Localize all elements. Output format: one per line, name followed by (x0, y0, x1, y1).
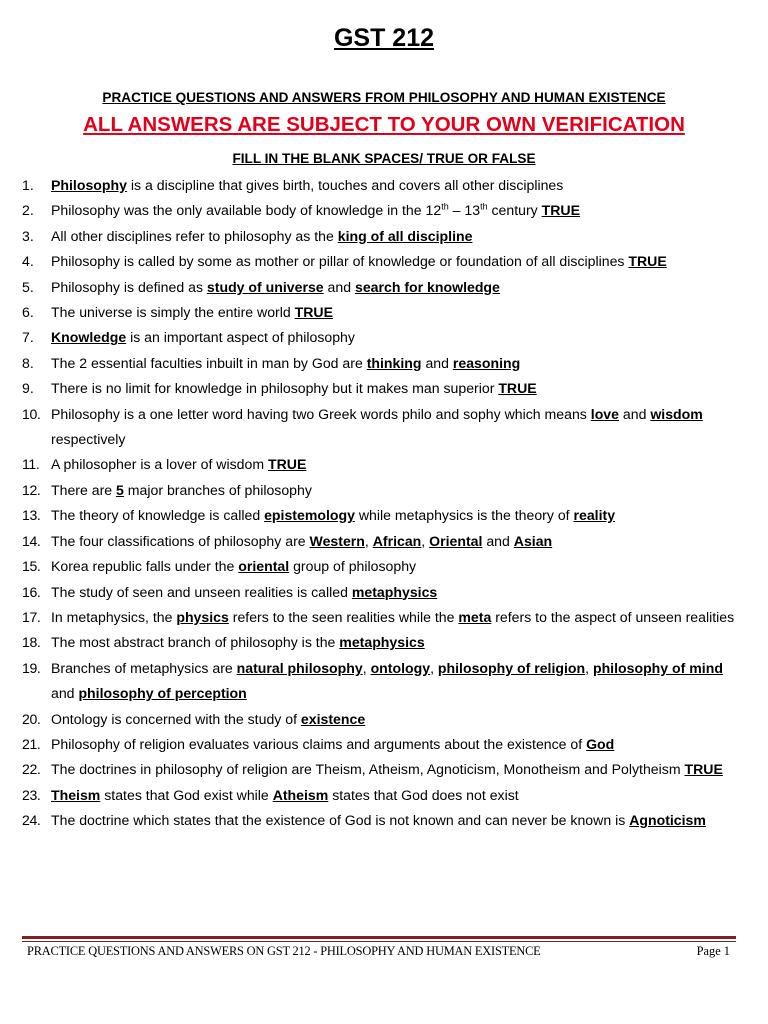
question-text: The most abstract branch of philosophy is the (51, 634, 340, 651)
answer-text: Western (309, 532, 365, 549)
answer-text: reality (573, 507, 616, 524)
question-item (22, 732, 744, 757)
question-text: All other disciplines refer to philosophy as the (51, 227, 338, 244)
answer-text: thinking (366, 354, 422, 371)
question-item (22, 402, 744, 453)
question-number: 22. (22, 761, 41, 778)
answer-text: TRUE (541, 202, 581, 219)
question-item (22, 554, 744, 579)
question-item (22, 783, 744, 808)
question-item (22, 275, 744, 300)
answer-text: TRUE (684, 761, 723, 778)
question-number: 20. (22, 710, 41, 727)
question-item (22, 452, 744, 477)
question-item (22, 808, 744, 833)
question-text: states that God does not exist (328, 786, 519, 803)
question-number: 16. (22, 583, 41, 600)
question-text: while metaphysics is the theory of (354, 507, 574, 524)
answer-text: Agnoticism (629, 812, 706, 829)
question-text: The four classifications of philosophy are (51, 532, 310, 549)
question-item (22, 300, 744, 325)
answer-text: metaphysics (339, 634, 425, 651)
answer-text: Knowledge (51, 329, 127, 346)
question-text: is a discipline that gives birth, touches and covers all other disciplines (126, 177, 564, 193)
question-text: Philosophy was the only available body of knowledge in the 12 (51, 202, 442, 219)
question-number: 8. (22, 354, 34, 371)
question-text: There are (51, 481, 117, 498)
answer-text: love (590, 405, 619, 422)
question-item (22, 503, 744, 528)
question-text: The doctrines in philosophy of religion are Theism, Atheism, Agnoticism, Monotheism and Polytheism (51, 761, 685, 778)
answer-text: Theism (51, 786, 101, 803)
document-subtitle: PRACTICE QUESTIONS AND ANSWERS FROM PHILOSOPHY AND HUMAN EXISTENCE (102, 90, 666, 105)
question-text: Korea republic falls under the (51, 558, 239, 575)
answer-text: TRUE (498, 380, 537, 397)
question-text: respectively (51, 431, 126, 448)
question-text: The doctrine which states that the existence of God is not known and can never be known is (51, 812, 630, 829)
question-item (22, 173, 744, 198)
question-item (22, 656, 744, 707)
question-number: 9. (22, 380, 34, 397)
superscript: th (441, 201, 449, 212)
question-item (22, 325, 744, 350)
question-text: refers to the aspect of unseen realities (491, 608, 735, 625)
question-text: and (421, 354, 453, 371)
question-number: 18. (22, 634, 41, 651)
question-item (22, 529, 744, 554)
document-title: GST 212 (333, 24, 435, 52)
answer-text: Asian (513, 532, 553, 549)
question-number: 23. (22, 786, 41, 803)
answer-text: king of all discipline (337, 227, 473, 244)
question-number: 24. (22, 812, 41, 829)
answer-text: search for knowledge (354, 278, 500, 295)
answer-text: Oriental (429, 532, 483, 549)
answer-text: African (372, 532, 422, 549)
page-number: Page 1 (696, 944, 730, 958)
answer-text: Philosophy (51, 177, 127, 193)
question-text: , (364, 532, 373, 549)
question-text: Branches of metaphysics are (51, 659, 237, 676)
question-text: major branches of philosophy (123, 481, 312, 498)
answer-text: TRUE (628, 253, 667, 270)
question-text: – 13 (448, 202, 481, 219)
answer-text: TRUE (294, 304, 333, 321)
question-number: 7. (22, 329, 34, 346)
question-number: 12. (22, 481, 41, 498)
verification-warning: ALL ANSWERS ARE SUBJECT TO YOUR OWN VERIFICATION (83, 113, 685, 136)
question-text: The theory of knowledge is called (51, 507, 265, 524)
question-item (22, 249, 744, 274)
question-number: 13. (22, 507, 41, 524)
question-text: and (618, 405, 651, 422)
footer-rule-thin (22, 941, 736, 942)
question-text: Philosophy is called by some as mother or pillar of knowledge or foundation of all disciplines (51, 253, 629, 270)
question-number: 1. (22, 177, 34, 193)
question-number: 11. (22, 456, 40, 473)
question-text: is an important aspect of philosophy (126, 329, 355, 346)
answer-text: 5 (116, 481, 124, 498)
question-text: century (487, 202, 542, 219)
question-text: and (482, 532, 514, 549)
answer-text: physics (176, 608, 229, 625)
answer-text: philosophy of perception (78, 685, 247, 702)
answer-text: TRUE (268, 456, 307, 473)
question-text: Philosophy is defined as (51, 278, 207, 295)
question-text: Philosophy of religion evaluates various claims and arguments about the existence of (51, 735, 587, 752)
question-text: There is no limit for knowledge in philosophy but it makes man superior (51, 380, 499, 397)
question-text: , (421, 532, 430, 549)
question-number: 10. (22, 405, 41, 422)
question-text: , (362, 659, 371, 676)
question-number: 5. (22, 278, 34, 295)
question-text: group of philosophy (289, 558, 417, 575)
question-text: refers to the seen realities while the (228, 608, 459, 625)
question-text: In metaphysics, the (51, 608, 177, 625)
question-item (22, 605, 744, 630)
question-text: Ontology is concerned with the study of (51, 710, 301, 727)
question-list (22, 173, 744, 834)
question-text: and (323, 278, 355, 295)
answer-text: ontology (370, 659, 431, 676)
answer-text: Atheism (272, 786, 329, 803)
answer-text: reasoning (452, 354, 521, 371)
question-text: states that God exist while (100, 786, 273, 803)
footer-text: PRACTICE QUESTIONS AND ANSWERS ON GST 212 - PHILOSOPHY AND HUMAN EXISTENCE (27, 944, 541, 958)
answer-text: metaphysics (351, 583, 438, 600)
answer-text: epistemology (264, 507, 355, 524)
question-text: The universe is simply the entire world (51, 304, 295, 321)
answer-text: wisdom (650, 405, 703, 422)
question-number: 2. (22, 202, 34, 219)
question-item (22, 198, 744, 223)
question-item (22, 351, 744, 376)
question-item (22, 580, 744, 605)
superscript: th (480, 201, 488, 212)
answer-text: God (586, 735, 615, 752)
answer-text: philosophy of religion (437, 659, 586, 676)
question-text: A philosopher is a lover of wisdom (51, 456, 268, 473)
answer-text: philosophy of mind (592, 659, 723, 676)
question-number: 15. (22, 558, 41, 575)
answer-text: natural philosophy (236, 659, 363, 676)
question-number: 17. (22, 608, 41, 625)
question-item (22, 630, 744, 655)
question-item (22, 376, 744, 401)
question-number: 4. (22, 253, 34, 270)
answer-text: existence (300, 710, 366, 727)
question-text: , (585, 659, 593, 676)
answer-text: study of universe (206, 278, 324, 295)
footer-rule (22, 936, 736, 939)
question-number: 14. (22, 532, 41, 549)
question-text: , (430, 659, 438, 676)
answer-text: oriental (238, 558, 290, 575)
question-number: 19. (22, 659, 41, 676)
section-heading: FILL IN THE BLANK SPACES/ TRUE OR FALSE (232, 151, 536, 166)
question-text: and (51, 685, 79, 702)
question-number: 6. (22, 304, 34, 321)
question-number: 21. (22, 735, 41, 752)
question-text: Philosophy is a one letter word having two Greek words philo and sophy which means (51, 405, 591, 422)
answer-text: meta (458, 608, 492, 625)
question-item (22, 757, 744, 782)
question-number: 3. (22, 227, 34, 244)
question-item (22, 224, 744, 249)
question-item (22, 707, 744, 732)
question-item (22, 478, 744, 503)
question-text: The study of seen and unseen realities is called (51, 583, 352, 600)
question-text: The 2 essential faculties inbuilt in man by God are (51, 354, 367, 371)
